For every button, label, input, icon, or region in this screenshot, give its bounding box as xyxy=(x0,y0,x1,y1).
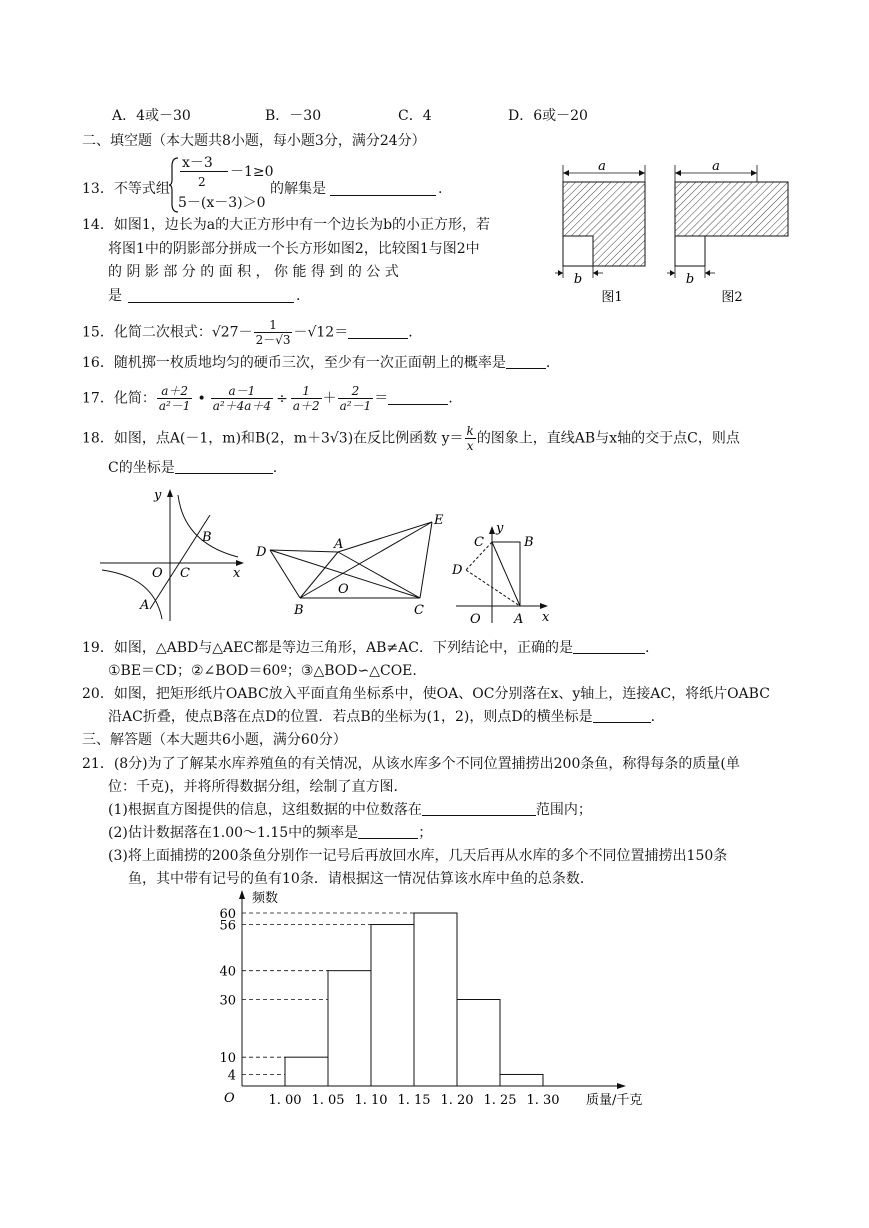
q19-line1-prefix: 19．如图，△ABD与△AEC都是等边三角形，AB≠AC．下列结论中，正确的是 xyxy=(82,640,573,656)
fig20-label-a: A xyxy=(514,612,524,627)
q17-answer-blank[interactable] xyxy=(388,390,448,405)
fig18-label-c: C xyxy=(180,566,190,581)
q15-prefix: 15．化简二次根式：√27－ xyxy=(82,324,253,341)
q13-fraction-bar xyxy=(180,171,228,172)
q13-ineq2: 5－(x－3)＞0 xyxy=(178,195,266,211)
fig18-label-b: B xyxy=(202,530,212,545)
q17-eq: ＝ xyxy=(374,390,389,407)
y-tick-label: 30 xyxy=(219,993,236,1009)
histogram-bar xyxy=(414,913,457,1086)
y-tick-label: 40 xyxy=(219,964,236,980)
q15-line xyxy=(82,318,413,347)
q13-prefix: 13．不等式组 xyxy=(82,181,170,197)
q17-dot: • xyxy=(197,390,206,407)
q20-line2 xyxy=(108,708,655,726)
x-tick-label: 1. 25 xyxy=(483,1093,517,1108)
q14-line1: 14．如图1，边长为a的大正方形中有一个边长为b的小正方形，若 xyxy=(82,217,491,233)
q16-text: 16．随机掷一枚质地均匀的硬币三次，至少有一次正面朝上的概率是 xyxy=(82,355,506,371)
fig19-label-o: O xyxy=(338,582,349,597)
histogram-bars xyxy=(285,913,543,1086)
y-tick-label: 4 xyxy=(227,1068,236,1084)
fig19-label-e: E xyxy=(434,513,444,528)
figure-2 xyxy=(667,160,788,305)
fig18-label-y: y xyxy=(154,488,162,503)
q21-sub3-line2: 鱼，其中带有记号的鱼有10条．请根据这一情况估算该水库中鱼的总条数． xyxy=(128,871,594,887)
option-c: C．4 xyxy=(398,108,432,124)
q18-frac xyxy=(465,424,476,453)
histogram-bar xyxy=(328,971,371,1086)
y-tick-label: 60 xyxy=(219,907,236,922)
q13-answer-blank[interactable] xyxy=(330,181,436,196)
q15-answer-blank[interactable] xyxy=(348,324,408,339)
q21-line2: 位：千克)，并将所得数据分组，绘制了直方图． xyxy=(108,779,408,795)
option-a: A．4或－30 xyxy=(112,108,191,124)
q18-line1-suffix: 的图象上，直线AB与x轴的交于点C，则点 xyxy=(476,430,740,447)
q14-line4-prefix: 是 xyxy=(108,288,122,304)
fig20-label-o: O xyxy=(470,612,481,627)
option-d: D．6或－20 xyxy=(508,108,588,124)
q21-sub2-prefix: (2)估计数据落在1.00～1.15中的频率是 xyxy=(108,825,359,841)
q18-line1-prefix: 18．如图，点A(－1，m)和B(2，m＋3√3)在反比例函数 y＝ xyxy=(82,430,464,447)
histogram-bar xyxy=(371,925,414,1086)
q19-answer-blank[interactable] xyxy=(573,639,645,654)
y-tick-label: 56 xyxy=(219,918,236,934)
fig20-label-x: x xyxy=(542,610,550,625)
q17-frac-4 xyxy=(338,384,374,413)
q17-end: . xyxy=(448,390,453,407)
q19-line1 xyxy=(82,639,649,657)
fig1-label-a: a xyxy=(598,160,606,174)
q19-figure xyxy=(252,510,452,628)
histogram-origin-label: O xyxy=(224,1091,235,1106)
histogram-chart xyxy=(210,888,670,1116)
q17-f2-num: a－1 xyxy=(211,384,273,399)
q17-f1-num: a＋2 xyxy=(157,384,193,399)
y-axis-arrow xyxy=(239,890,245,899)
q18-figure xyxy=(98,485,250,625)
q19-line1-end: . xyxy=(644,640,650,656)
fig19-label-c: C xyxy=(414,603,424,618)
x-tick-label: 1. 10 xyxy=(354,1093,388,1108)
q15-suffix: －√12＝ xyxy=(293,324,349,341)
q13-ineq1-num: x－3 xyxy=(182,155,213,171)
q14-line3: 的 阴 影 部 分 的 面 积 ， 你 能 得 到 的 公 式 xyxy=(108,264,399,280)
q18-x: x xyxy=(466,439,474,453)
x-tick-label: 1. 00 xyxy=(268,1093,302,1108)
fig19-label-d: D xyxy=(256,545,267,560)
fig18-label-x: x xyxy=(233,566,241,581)
q20-line2-prefix: 沿AC折叠，使点B落在点D的位置．若点B的坐标为(1，2)，则点D的横坐标是 xyxy=(108,709,593,725)
q17-frac-1 xyxy=(157,384,193,413)
q20-answer-blank[interactable] xyxy=(593,708,651,723)
q17-f4-den: a²－1 xyxy=(339,399,372,413)
fig2-caption: 图2 xyxy=(721,290,743,305)
fig2-label-b: b xyxy=(685,272,695,287)
q17-frac-3 xyxy=(291,384,322,413)
x-tick-label: 1. 20 xyxy=(440,1093,474,1108)
q17-f2-den: a²＋4a＋4 xyxy=(212,399,272,413)
histogram-bar xyxy=(285,1057,328,1086)
q13-suffix: 的解集是 xyxy=(270,181,326,197)
q17-div: ÷ xyxy=(276,390,288,407)
q21-line1: 21．(8分)为了了解某水库养殖鱼的有关情况，从该水库多个不同位置捕捞出200条鱼，称得每条的质量(单 xyxy=(82,756,740,772)
fig2-label-a: a xyxy=(712,160,720,174)
histogram-y-label: 频数 xyxy=(252,891,279,906)
q21-sub2-suffix: ； xyxy=(418,825,433,841)
fig20-label-y: y xyxy=(496,521,504,536)
q20-line2-end: . xyxy=(650,709,656,725)
fig18-label-a: A xyxy=(140,598,150,613)
q18-line1 xyxy=(82,424,740,453)
histogram-bar xyxy=(457,1000,500,1087)
q21-sub1-blank[interactable] xyxy=(422,801,536,816)
q21-sub1-suffix: 范围内； xyxy=(535,802,592,818)
option-b: B．－30 xyxy=(265,108,322,124)
q19-line2: ①BE＝CD；②∠BOD＝60º；③△BOD∽△COE. xyxy=(108,663,417,679)
histogram-bar xyxy=(500,1074,543,1086)
fig20-label-b: B xyxy=(524,535,534,550)
q18-k: k xyxy=(466,424,474,438)
q17-frac-2 xyxy=(211,384,273,413)
q15-frac-num: 1 xyxy=(254,318,293,333)
fig1-label-b: b xyxy=(573,272,583,287)
q20-figure xyxy=(448,518,558,628)
q16-answer-blank[interactable] xyxy=(506,354,546,369)
q21-sub1-prefix: (1)根据直方图提供的信息，这组数据的中位数落在 xyxy=(108,802,422,818)
q14-figures xyxy=(555,160,800,310)
fig18-label-o: O xyxy=(152,566,163,581)
q21-sub1 xyxy=(108,801,592,819)
q17-f3-num: 1 xyxy=(291,384,322,399)
q17-line xyxy=(82,384,453,413)
section-3-heading: 三、解答题（本大题共6小题，满分60分） xyxy=(82,732,347,748)
histogram-x-label: 质量/千克 xyxy=(586,1093,643,1108)
q13-ineq1-den: 2 xyxy=(198,175,206,189)
q18-line2-end: . xyxy=(272,460,278,476)
y-tick-label: 10 xyxy=(219,1051,236,1067)
q13-end: . xyxy=(438,181,443,197)
section-2-heading: 二、填空题（本大题共8小题，每小题3分，满分24分） xyxy=(82,133,426,149)
q14-answer-blank[interactable] xyxy=(128,288,294,303)
q18-line2 xyxy=(108,459,277,477)
figure-1 xyxy=(555,160,645,305)
q15-frac-den: 2－√3 xyxy=(255,333,291,347)
fig20-label-d: D xyxy=(452,563,463,578)
q21-sub3-line1: (3)将上面捕捞的200条鱼分别作一记号后再放回水库，几天后再从水库的多个不同位置捕捞出150条 xyxy=(108,848,728,864)
fig19-label-a: A xyxy=(334,537,344,552)
histogram-y-ticks xyxy=(219,907,236,1083)
fig20-label-c: C xyxy=(474,535,484,550)
q21-sub2 xyxy=(108,824,432,842)
q21-sub2-blank[interactable] xyxy=(358,824,418,839)
q17-prefix: 17．化简： xyxy=(82,390,156,407)
q18-line2-prefix: C的坐标是 xyxy=(108,460,175,476)
q14-line4-end: . xyxy=(296,288,301,304)
x-axis-arrow xyxy=(617,1083,626,1089)
q17-plus: ＋ xyxy=(322,390,337,407)
x-tick-label: 1. 15 xyxy=(397,1093,431,1108)
q20-line1: 20．如图，把矩形纸片OABC放入平面直角坐标系中，使OA、OC分别落在x、y轴上，连接AC，将纸片OABC xyxy=(82,686,770,702)
q16-end: . xyxy=(545,355,551,371)
x-tick-label: 1. 05 xyxy=(311,1093,345,1108)
q17-f1-den: a²－1 xyxy=(158,399,191,413)
x-tick-label: 1. 30 xyxy=(526,1093,560,1108)
q15-end: . xyxy=(408,324,413,341)
histogram-x-ticks xyxy=(268,1093,559,1108)
fig1-caption: 图1 xyxy=(601,290,623,305)
q15-fraction xyxy=(254,318,293,347)
q13-ineq1-rest: －1≥0 xyxy=(230,164,274,180)
q18-answer-blank[interactable] xyxy=(175,459,273,474)
q17-f3-den: a＋2 xyxy=(292,399,320,413)
q14-line2: 将图1中的阴影部分拼成一个长方形如图2，比较图1与图2中 xyxy=(108,241,480,257)
q17-f4-num: 2 xyxy=(338,384,374,399)
fig19-label-b: B xyxy=(294,603,304,618)
q16-line xyxy=(82,354,550,372)
